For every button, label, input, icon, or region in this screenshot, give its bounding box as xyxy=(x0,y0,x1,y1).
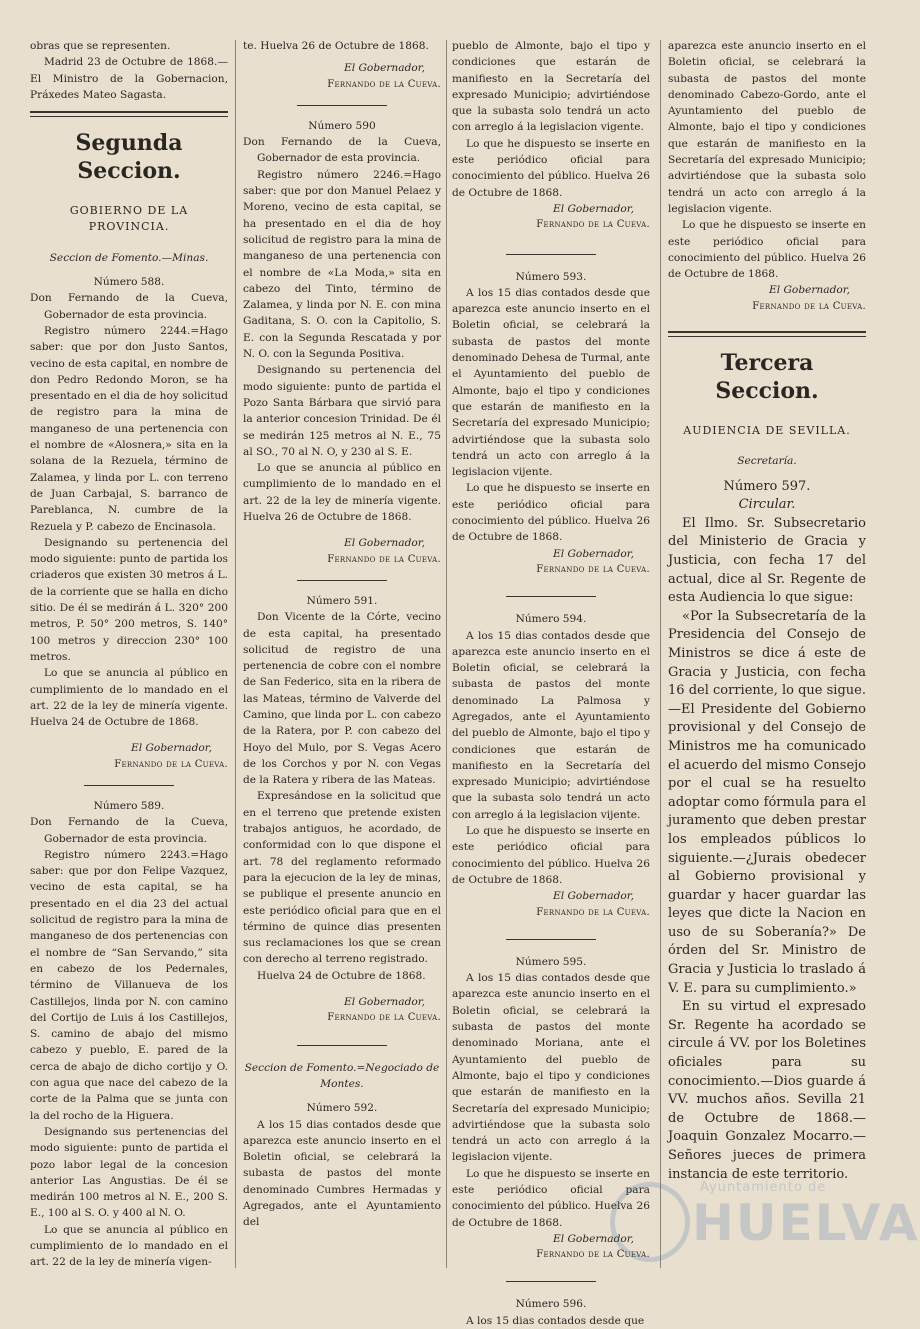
notice-number: Número 590 xyxy=(308,119,376,132)
signature-title: El Gobernador, xyxy=(343,996,425,1009)
notice-paragraph: Lo que he dispuesto se inserte en este periódico oficial para conocimiento del público. Huelva 26 de Octubre de 1868. xyxy=(452,137,650,199)
seal-icon xyxy=(610,1182,690,1262)
notice-date: Huelva 24 de Octubre de 1868. xyxy=(257,969,426,982)
notice-paragraph: Registro número 2243.=Hago saber: que por don Felipe Vazquez, vecino de esta capital, se ha presentado en el dia 23 del actual solicitud de registro para la mina de manganeso de dos pertenencias con el nombre de “San Servando,” sita en cabezo de los Pedernales, término de Villanueva de los Castillejos, linda por N. con camino del Cortijo de Luis á los Castillejos, S. camino de abajo del mismo cabezo y pueblo, E. pared de la cerca de abajo de dicho cortijo y O. con agua que nace del cabezo de la corte de la Palma que se junta con la del rocho de la Higuera. xyxy=(30,848,228,1122)
notice-number: Número 594. xyxy=(515,613,587,626)
signature-name: Fernando de la Cueva. xyxy=(536,219,650,231)
continued-text: te. Huelva 26 de Octubre de 1868. xyxy=(243,40,429,52)
signature-name: Fernando de la Cueva. xyxy=(752,300,866,312)
notice-paragraph: Lo que se anuncia al público en cumplimiento de lo mandado en el art. 22 de la ley de minería vigen- xyxy=(30,1223,228,1269)
separator xyxy=(297,580,387,581)
notice-paragraph: Lo que se anuncia al público en cumplimiento de lo mandado en el art. 22 de la ley de minería vigente. Huelva 26 de Octubre de 1868. xyxy=(243,462,441,524)
continued-text: aparezca este anuncio inserto en el Boletin oficial, se celebrará la subasta de pastos del monte denominado Cabezo-Gordo, ante el Ayuntamiento del pueblo de Almonte, bajo el tipo y condiciones que estarán de manifiesto en la Secretaría del expresado Municipio; advirtiéndose que la subasta solo tendrá un acto con arreglo á la legislacion vigente. xyxy=(668,40,866,215)
notice-number: Número 596. xyxy=(515,1298,587,1311)
notice-number: Número 592. xyxy=(306,1102,378,1115)
signature-title: El Gobernador, xyxy=(552,547,634,560)
column-4 xyxy=(668,38,866,1184)
notice-paragraph: Registro número 2244.=Hago saber: que por don Justo Santos, vecino de esta capital, en nombre de don Pedro Redondo Moron, se ha presentado en el dia de hoy solicitud de registro para la mina de manganeso de una pertenencia con el nombre de «Alosnera,» sita en la solana de la Rezuela, término de Zalamea, y linda por L. con terreno de Juan Carbajal, S. barranco de Pareblanca, N. cumbre de la Rezuela y P. cabezo de Encinasola. xyxy=(30,324,228,533)
notice-paragraph: A los 15 dias contados desde que aparezca este anuncio inserto en el Boletin oficial, se celebrará la subasta de pastos del monte denominado Moriana, ante el Ayuntamiento del pueblo de Almonte, bajo el tipo y condiciones que estarán de manifiesto en la Secretaría del expresado Municipio; advirtiéndose que la subasta solo tendrá un acto con arreglo á la legislacion vijente. xyxy=(452,972,650,1164)
continued-text: obras que se representen. xyxy=(30,40,171,52)
signature-name: Fernando de la Cueva. xyxy=(327,553,441,565)
section-rule xyxy=(30,111,228,117)
signature-title: El Gobernador, xyxy=(552,890,634,903)
continued-text: pueblo de Almonte, bajo el tipo y condiciones que estarán de manifiesto en la Secretaría del expresado Municipio; advirtiéndose que la subasta solo tendrá un acto con arreglo á la legislacion vigente. xyxy=(452,40,650,134)
signature-name: Fernando de la Cueva. xyxy=(536,1249,650,1261)
notice-paragraph: A los 15 dias contados desde que xyxy=(466,1314,645,1327)
notice-head: Don Fernando de la Cueva, Gobernador de esta provincia. xyxy=(30,816,228,845)
column-3 xyxy=(452,38,650,1329)
column-rule xyxy=(660,40,661,1268)
notice-paragraph: Lo que he dispuesto se inserte en este periódico oficial para conocimiento del público. Huelva 26 de Octubre de 1868. xyxy=(452,825,650,886)
notice-number: Número 589. xyxy=(93,799,165,812)
notice-paragraph: A los 15 dias contados desde que aparezca este anuncio inserto en el Boletin oficial, se celebrará la subasta de pastos del monte denominado Dehesa de Turmal, ante el Ayuntamiento del pueblo de Almonte, bajo el tipo y condiciones que estarán de manifiesto en la Secretaría del expresado Municipio; advirtiéndose que la subasta solo tendrá un acto con arreglo á la legislacion vijente. xyxy=(452,286,650,479)
notice-paragraph: «Por la Subsecretaría de la Presidencia del Consejo de Ministros se dice á este de Gracia y Justicia, con fecha 16 del corriente, lo que sigue.—El Presidente del Gobierno provisional y del Consejo de Ministros me ha comunicado el acuerdo del mismo Consejo por el cual se ha resuelto adoptar como fórmula para el juramento que deben prestar los empleados públicos lo siguiente.—¿Jurais obedecer al Gobierno provisional y guardar y hacer guardar las leyes que dicte la Nacion en uso de su Soberanía?» De órden del Sr. Ministro de Gracia y Justicia lo traslado á V. E. para su cumplimiento.» xyxy=(668,608,866,996)
notice-paragraph: Designando su pertenencia del modo siguiente: punto de partida el Pozo Santa Bárbara que sirvió para la anterior concesion Trinidad. De él se medirán 125 metros al N. E., 75 al SO., 70 al N. O, y 230 al S. E. xyxy=(243,364,441,458)
gobierno-heading: GOBIERNO DE LA PROVINCIA. xyxy=(69,204,189,234)
notice-paragraph: El Ilmo. Sr. Subsecretario del Ministerio de Gracia y Justicia, con fecha 17 del actual, dice al Sr. Regente de esta Audiencia lo que sigue: xyxy=(668,515,866,606)
column-1 xyxy=(30,38,228,1271)
subsection-heading: Seccion de Fomento.=Negociado de Montes. xyxy=(244,1061,440,1090)
signature-title: El Gobernador, xyxy=(343,62,425,75)
notice-paragraph: Designando su pertenencia del modo siguiente: punto de partida los criaderos que existen 30 metros á L. de la corriente que se halla en dicho sitio. De él se medirán á L. 320° 200 metros, P. 50° 200 metros, S. 140° 100 metros y direccion 230° 100 metros. xyxy=(30,536,228,663)
separator xyxy=(506,254,596,255)
column-rule xyxy=(235,40,236,1268)
notice-paragraph: Lo que se anuncia al público en cumplimiento de lo mandado en el art. 22 de la ley de minería vigente. Huelva 24 de Octubre de 1868. xyxy=(30,667,228,729)
notice-paragraph: Don Vicente de la Córte, vecino de esta capital, ha presentado solicitud de registro de una pertenencia de cobre con el nombre de San Federico, sita en la ribera de las Mateas, término de Valverde del Camino, que linda por L. con cabezo de la Ratera, por P. con cabezo del Hoyo del Mulo, por S. Vegas Acero de los Corchos y por N. con Vegas de la Ratera y ribera de las Mateas. xyxy=(243,611,441,787)
signature-name: Fernando de la Cueva. xyxy=(327,1012,441,1024)
continued-date: Madrid 23 de Octubre de 1868.—El Ministro de la Gobernacion, Práxedes Mateo Sagasta. xyxy=(30,56,228,101)
section-title: Segunda Seccion. xyxy=(75,130,183,185)
separator xyxy=(506,596,596,597)
signature-name: Fernando de la Cueva. xyxy=(327,78,441,90)
signature-title: El Gobernador, xyxy=(552,202,634,215)
notice-paragraph: A los 15 dias contados desde que aparezca este anuncio inserto en el Boletin oficial, se celebrará la subasta de pastos del monte denominado La Palmosa y Agregados, ante el Ayuntamiento del pueblo de Almonte, bajo el tipo y condiciones que estarán de manifiesto en la Secretaría del expresado Municipio; advirtiéndose que la subasta solo tendrá un acto con arreglo á la legislacion vijente. xyxy=(452,629,650,821)
notice-597 xyxy=(668,478,866,1185)
notice-number: Número 593. xyxy=(515,270,587,283)
notice-number: Número 588. xyxy=(93,276,165,289)
notice-head: Don Fernando de la Cueva, Gobernador de esta provincia. xyxy=(243,136,441,165)
separator xyxy=(84,785,174,786)
subsection-heading: Seccion de Fomento.—Minas. xyxy=(49,251,209,264)
column-rule xyxy=(446,40,447,1268)
watermark-big-text: HUELVA xyxy=(692,1194,920,1252)
notice-number: Número 595. xyxy=(515,955,587,968)
notice-paragraph: En su virtud el expresado Sr. Regente ha acordado se circule á VV. por los Boletines oficiales para su conocimiento.—Dios guarde á VV. muchos años. Sevilla 21 de Octubre de 1868.—Joaquin Gonzalez Mocarro.—Señores jueces de primera instancia de este territorio. xyxy=(668,999,866,1182)
circular-label: Circular. xyxy=(738,497,796,513)
signature-name: Fernando de la Cueva. xyxy=(536,906,650,918)
notice-paragraph: Registro número 2246.=Hago saber: que por don Manuel Pelaez y Moreno, vecino de esta capital, se ha presentado en el dia de hoy solicitud de registro para la mina de manganeso de una pertenencia con el nombre de «La Moda,» sita en cabezo del Tinto, término de Zalamea, y linda por N. E. con mina Gaditana, S. O. con la Capitolio, S. E. con la Segunda Rescatada y por N. O. con la Segunda Positiva. xyxy=(243,168,441,361)
notice-paragraph: Lo que he dispuesto se inserte en este periódico oficial para conocimiento del público. Huelva 26 de Octubre de 1868. xyxy=(668,219,866,281)
section-title: Tercera Seccion. xyxy=(715,350,819,405)
notice-number: Número 597. xyxy=(723,478,811,494)
watermark-small-text: Ayuntamiento de xyxy=(700,1180,827,1195)
signature-name: Fernando de la Cueva. xyxy=(114,758,228,770)
notice-head: Don Fernando de la Cueva, Gobernador de esta provincia. xyxy=(30,292,228,321)
separator xyxy=(506,939,596,940)
notice-paragraph: Designando sus pertenencias del modo siguiente: punto de partida el pozo labor legal de la concesion anterior Las Angustias. De él se medirán 100 metros al N. E., 200 S. E., 100 al S. O. y 400 al N. O. xyxy=(30,1125,228,1220)
separator xyxy=(506,1281,596,1282)
secretaria-heading: Secretaría. xyxy=(737,455,797,468)
signature-name: Fernando de la Cueva. xyxy=(536,563,650,575)
signature-title: El Gobernador, xyxy=(768,284,850,297)
notice-paragraph: Lo que he dispuesto se inserte en este periódico oficial para conocimiento del público. Huelva 26 de Octubre de 1868. xyxy=(452,482,650,544)
notice-number: Número 591. xyxy=(306,594,378,607)
audiencia-heading: AUDIENCIA DE SEVILLA. xyxy=(683,424,851,438)
archive-watermark xyxy=(610,1168,920,1258)
signature-title: El Gobernador, xyxy=(343,537,425,550)
separator xyxy=(297,1045,387,1046)
signature-title: El Gobernador, xyxy=(552,1232,634,1245)
notice-paragraph: A los 15 dias contados desde que aparezca este anuncio inserto en el Boletin oficial, se celebrará la subasta de pastos del monte denominado Cumbres Hermadas y Agregados, ante el Ayuntamiento del xyxy=(243,1118,441,1229)
separator xyxy=(297,105,387,106)
notice-paragraph: Lo que he dispuesto se inserte en este periódico oficial para conocimiento del público. Huelva 26 de Octubre de 1868. xyxy=(452,1167,650,1229)
section-rule xyxy=(668,331,866,337)
signature-title: El Gobernador, xyxy=(130,742,212,755)
column-2 xyxy=(243,38,441,1231)
notice-paragraph: Expresándose en la solicitud que en el terreno que pretende existen trabajos antiguos, he acordado, de conformidad con lo que dispone el art. 78 del reglamento reformado para la ejecucion de la ley de minas, se publique el presente anuncio en este periódico oficial para que en el término de quince dias presenten sus reclamaciones los que se crean con derecho al terreno registrado. xyxy=(243,790,441,966)
